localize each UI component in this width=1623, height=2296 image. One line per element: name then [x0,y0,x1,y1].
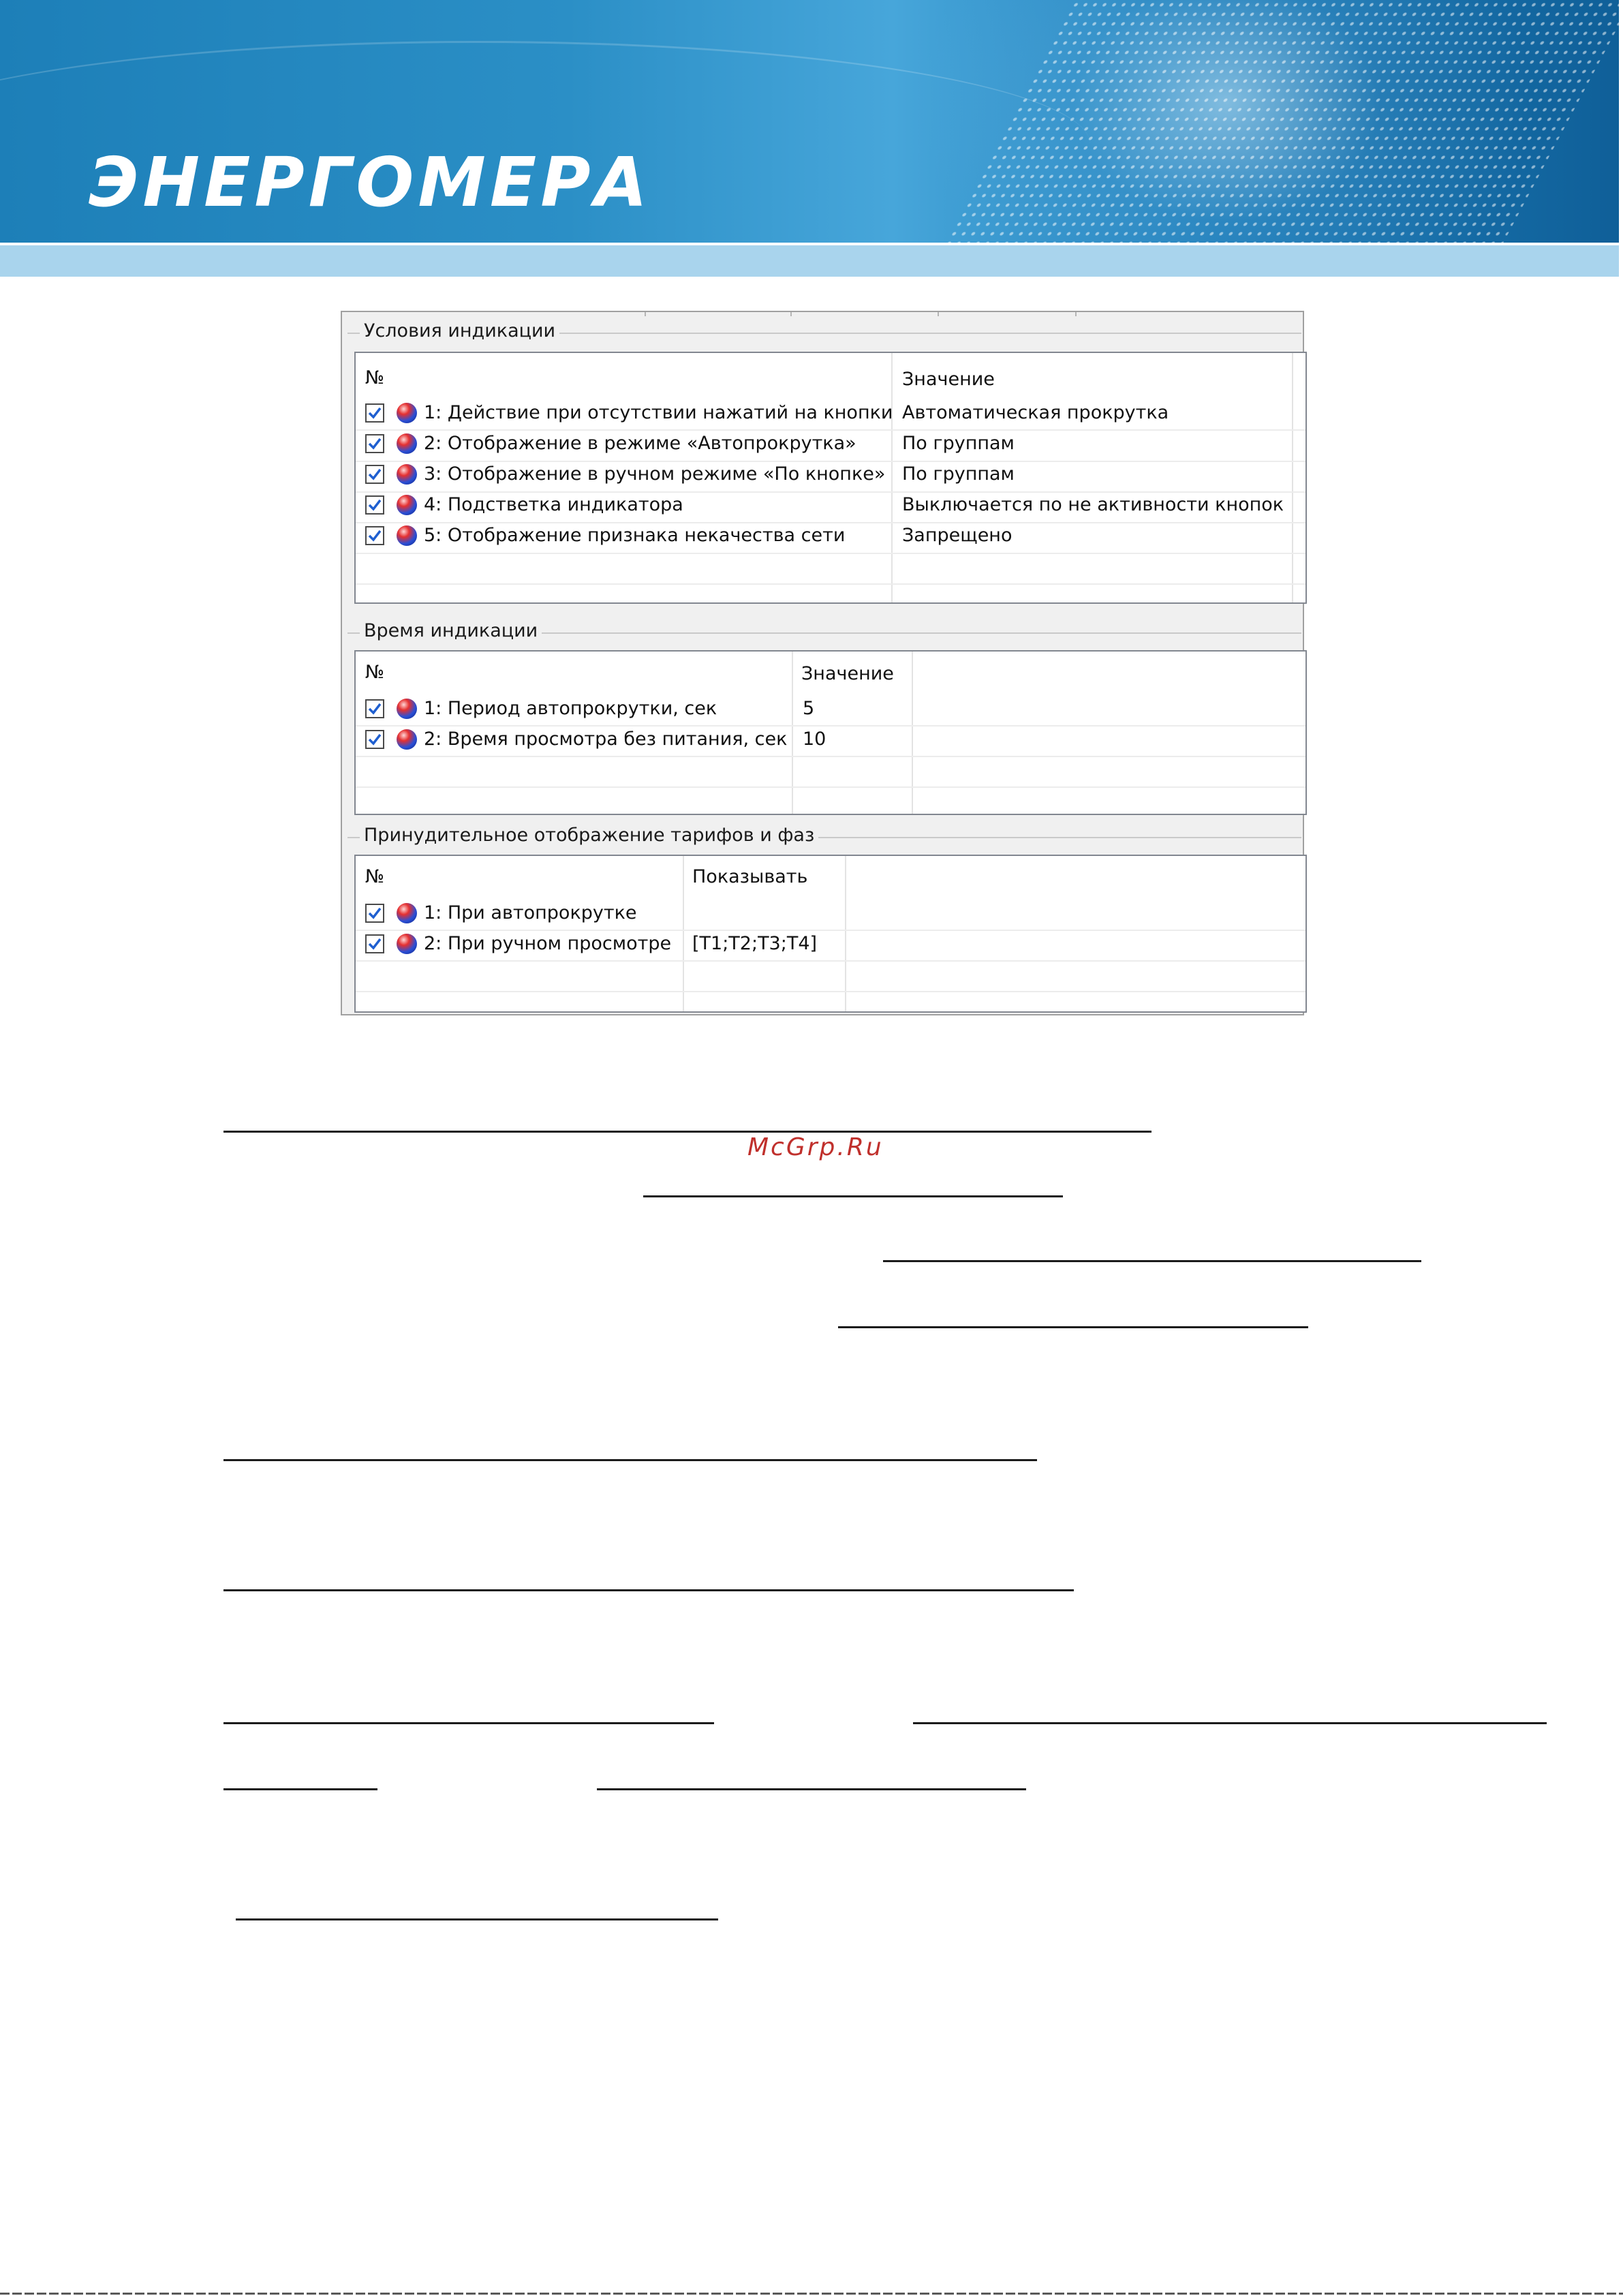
underline [883,1260,1421,1262]
row-value[interactable]: Автоматическая прокрутка [902,402,1169,423]
status-ball-icon [397,934,417,954]
row-label: 2: Время просмотра без питания, сек [424,729,788,750]
column-header-value[interactable]: Значение [801,663,894,684]
row-checkbox[interactable] [365,730,384,749]
table-row[interactable] [356,929,1307,959]
row-checkbox[interactable] [365,465,384,484]
status-ball-icon [397,729,417,750]
table-row[interactable] [356,459,1307,489]
row-label: 1: Действие при отсутствии нажатий на кнопки [424,402,893,423]
time-table[interactable] [354,650,1307,815]
watermark: McGrp.Ru [747,1133,884,1161]
row-label: 1: Период автопрокрутки, сек [424,698,717,719]
group-title: Условия индикации [360,320,559,342]
row-value[interactable]: Выключается по не активности кнопок [902,494,1284,515]
underline [597,1788,1026,1790]
row-checkbox[interactable] [365,904,384,923]
row-label: 2: Отображение в режиме «Автопрокрутка» [424,433,856,454]
row-label: 3: Отображение в ручном режиме «По кнопке» [424,463,886,485]
status-ball-icon [397,699,417,719]
group-title: Принудительное отображение тарифов и фаз [360,825,818,846]
group-indication-conditions [347,312,1301,612]
brand-logo: ЭНЕРГОМЕРА [89,142,651,222]
table-row[interactable] [356,490,1307,520]
column-header-number[interactable]: № [365,866,385,887]
row-value[interactable]: Запрещено [902,525,1013,546]
header-band [0,245,1623,277]
table-row[interactable] [356,521,1307,551]
table-row[interactable] [356,398,1307,428]
group-forced-tariff-display [347,816,1301,1014]
row-checkbox[interactable] [365,699,384,718]
group-title: Время индикации [360,620,542,642]
underline [223,1131,1151,1133]
page-bottom-rule [0,2293,1623,2295]
row-value[interactable]: 10 [803,729,826,750]
column-header-show[interactable]: Показывать [692,866,808,887]
column-header-value[interactable]: Значение [902,369,995,390]
column-header-number[interactable]: № [365,662,385,683]
underline [643,1195,1063,1197]
table-row[interactable] [356,694,1307,724]
indication-settings-window [341,311,1304,1015]
header-right-edge [1619,0,1623,279]
column-header-number[interactable]: № [365,367,385,388]
row-checkbox[interactable] [365,934,384,953]
row-label: 1: При автопрокрутке [424,902,637,923]
underline [223,1788,377,1790]
row-checkbox[interactable] [365,434,384,453]
status-ball-icon [397,495,417,515]
header-banner [0,0,1623,245]
underline [838,1326,1308,1328]
tariffs-table[interactable] [354,855,1307,1013]
row-checkbox[interactable] [365,526,384,545]
underline [223,1459,1037,1461]
row-label: 2: При ручном просмотре [424,933,672,954]
group-indication-time [347,612,1301,816]
row-value[interactable]: По группам [902,463,1015,485]
underline [223,1589,1074,1591]
underline [913,1722,1547,1724]
status-ball-icon [397,525,417,546]
table-row[interactable] [356,898,1307,928]
status-ball-icon [397,903,417,923]
conditions-table[interactable] [354,352,1307,604]
table-row[interactable] [356,429,1307,459]
row-checkbox[interactable] [365,495,384,515]
row-label: 4: Подстветка индикатора [424,494,683,515]
row-value[interactable]: По группам [902,433,1015,454]
underline [236,1918,718,1920]
table-row[interactable] [356,724,1307,754]
status-ball-icon [397,464,417,485]
row-value[interactable]: [T1;T2;T3;T4] [692,933,818,954]
row-checkbox[interactable] [365,403,384,423]
underline [223,1722,714,1724]
status-ball-icon [397,403,417,423]
row-value[interactable]: 5 [803,698,815,719]
status-ball-icon [397,433,417,454]
row-label: 5: Отображение признака некачества сети [424,525,846,546]
